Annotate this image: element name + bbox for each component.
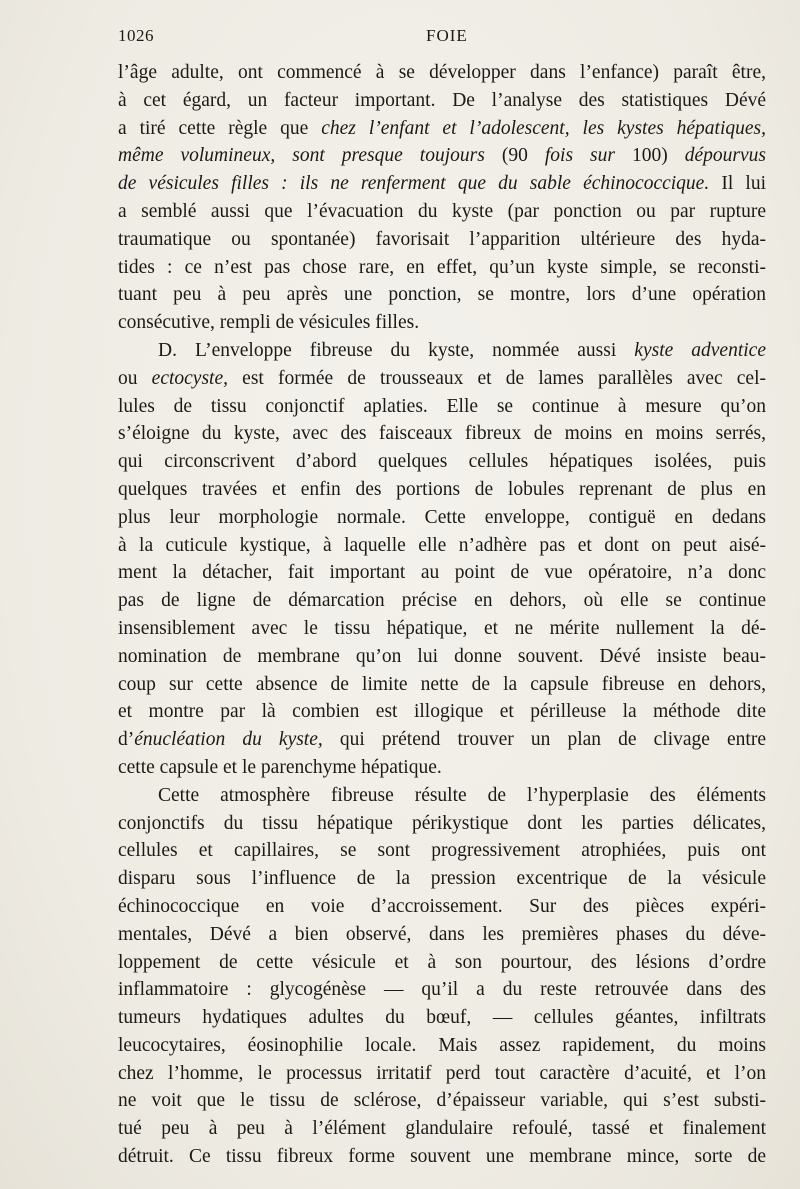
text-run: Cette atmosphère fibreuse résulte de l’hyperplasie des éléments bbox=[158, 784, 766, 806]
text-line bbox=[118, 337, 766, 365]
text-run: cette capsule et le parenchyme hépatique. bbox=[118, 756, 442, 778]
text-line bbox=[118, 810, 766, 838]
text-line bbox=[118, 615, 766, 643]
running-head: FOIE bbox=[426, 26, 468, 45]
text-line bbox=[118, 281, 766, 309]
page-number: 1026 bbox=[118, 26, 154, 45]
text-run: (90 bbox=[484, 145, 545, 167]
text-line bbox=[118, 365, 766, 393]
text-line bbox=[118, 115, 766, 143]
text-run: tué peu à peu à l’élément glandulaire refoulé, tassé et finalement bbox=[118, 1118, 766, 1140]
text-line bbox=[118, 448, 766, 476]
italic-run: de vésicules filles : ils ne renferment que du sable échinococcique. bbox=[118, 173, 710, 195]
italic-run: kyste adventice bbox=[634, 339, 766, 361]
text-line bbox=[118, 865, 766, 893]
text-line bbox=[118, 643, 766, 671]
text-line bbox=[118, 726, 766, 754]
text-run: consécutive, rempli de vésicules filles. bbox=[118, 312, 420, 334]
text-run: est formée de trousseaux et de lames parallèles avec cel- bbox=[228, 367, 766, 389]
text-run: qui circonscrivent d’abord quelques cellules hépatiques isolées, puis bbox=[118, 451, 766, 473]
text-line bbox=[118, 698, 766, 726]
text-run: ment la détacher, fait important au point de vue opératoire, n’a donc bbox=[118, 562, 766, 584]
text-run: échinococcique en voie d’accroissement. Sur des pièces expéri- bbox=[118, 895, 766, 917]
text-run: tides : ce n’est pas chose rare, en effet, qu’un kyste simple, se reconsti- bbox=[118, 256, 766, 278]
text-line bbox=[118, 254, 766, 282]
text-line bbox=[118, 504, 766, 532]
italic-run: fois sur bbox=[544, 145, 615, 167]
text-line bbox=[118, 1087, 766, 1115]
text-run: l’âge adulte, ont commencé à se développer dans l’enfance) paraît être, bbox=[118, 62, 766, 83]
text-line bbox=[118, 1115, 766, 1143]
text-run: Il lui bbox=[709, 173, 766, 195]
text-line bbox=[118, 198, 766, 226]
text-line bbox=[118, 559, 766, 587]
text-run: quelques travées et enfin des portions de lobules reprenant de plus en bbox=[118, 478, 766, 500]
text-line bbox=[118, 226, 766, 254]
text-line bbox=[118, 1004, 766, 1032]
italic-run: chez l’enfant et l’adolescent, les kystes hépatiques, bbox=[321, 117, 766, 139]
text-run: d’ bbox=[118, 729, 135, 751]
text-line bbox=[118, 59, 766, 87]
text-line bbox=[118, 671, 766, 699]
text-run: leucocytaires, éosinophilie locale. Mais assez rapidement, du moins bbox=[118, 1034, 766, 1056]
text-line bbox=[118, 142, 766, 170]
text-run: 100) bbox=[614, 145, 685, 167]
text-run: tumeurs hydatiques adultes du bœuf, — cellules géantes, infiltrats bbox=[118, 1007, 766, 1029]
text-line bbox=[118, 587, 766, 615]
text-run: tuant peu à peu après une ponction, se montre, lors d’une opération bbox=[118, 284, 766, 306]
text-run: s’éloigne du kyste, avec des faisceaux fibreux de moins en moins serrés, bbox=[118, 423, 766, 445]
text-run: cellules et capillaires, se sont progressivement atrophiées, puis ont bbox=[118, 840, 766, 862]
text-line bbox=[118, 782, 766, 810]
text-line bbox=[118, 893, 766, 921]
text-run: inflammatoire : glycogénèse — qu’il a du reste retrouvée dans des bbox=[118, 979, 766, 1001]
text-run: disparu sous l’influence de la pression excentrique de la vésicule bbox=[118, 868, 766, 890]
text-run: D. L’enveloppe fibreuse du kyste, nommée aussi bbox=[158, 339, 635, 361]
text-run: loppement de cette vésicule et à son pourtour, des lésions d’ordre bbox=[118, 951, 766, 973]
text-line bbox=[118, 170, 766, 198]
text-line bbox=[118, 921, 766, 949]
italic-run: énucléation du kyste, bbox=[134, 729, 323, 751]
text-run: à la cuticule kystique, à laquelle elle n’adhère pas et dont on peut aisé- bbox=[118, 534, 766, 556]
text-run: détruit. Ce tissu fibreux forme souvent une membrane mince, sorte de bbox=[118, 1146, 766, 1168]
text-line bbox=[118, 754, 766, 782]
text-line bbox=[118, 309, 766, 337]
text-run: insensiblement avec le tissu hépatique, et ne mérite nullement la dé- bbox=[118, 617, 766, 639]
italic-run: dépourvus bbox=[684, 145, 767, 167]
text-run: pas de ligne de démarcation précise en dehors, où elle se continue bbox=[118, 590, 766, 612]
text-run: nomination de membrane qu’on lui donne souvent. Dévé insiste beau- bbox=[118, 645, 766, 667]
text-run: à cet égard, un facteur important. De l’analyse des statistiques Dévé bbox=[118, 89, 766, 111]
text-run: qui prétend trouver un plan de clivage entre bbox=[322, 729, 766, 751]
text-run: ne voit que le tissu de sclérose, d’épaisseur variable, qui s’est substi- bbox=[118, 1090, 766, 1112]
italic-run: ectocyste, bbox=[151, 367, 228, 389]
text-line bbox=[118, 476, 766, 504]
text-run: a tiré cette règle que bbox=[118, 117, 322, 139]
text-line bbox=[118, 1143, 766, 1171]
text-line bbox=[118, 976, 766, 1004]
text-run: mentales, Dévé a bien observé, dans les premières phases du déve- bbox=[118, 923, 766, 945]
text-run: chez l’homme, le processus irritatif perd tout caractère d’acuité, et l’on bbox=[118, 1062, 766, 1084]
text-line bbox=[118, 393, 766, 421]
text-line bbox=[118, 837, 766, 865]
text-line bbox=[118, 532, 766, 560]
text-line bbox=[118, 87, 766, 115]
italic-run: même volumineux, sont presque toujours bbox=[118, 145, 485, 167]
text-line bbox=[118, 1032, 766, 1060]
text-run: traumatique ou spontanée) favorisait l’apparition ultérieure des hyda- bbox=[118, 228, 766, 250]
page-header bbox=[118, 26, 772, 50]
text-run: coup sur cette absence de limite nette de la capsule fibreuse en dehors, bbox=[118, 673, 766, 695]
text-line bbox=[118, 420, 766, 448]
text-run: et montre par là combien est illogique et périlleuse la méthode dite bbox=[118, 701, 766, 723]
text-line bbox=[118, 1060, 766, 1088]
text-run: a semblé aussi que l’évacuation du kyste (par ponction ou par rupture bbox=[118, 200, 766, 222]
text-run: plus leur morphologie normale. Cette enveloppe, contiguë en dedans bbox=[118, 506, 766, 528]
text-run: lules de tissu conjonctif aplaties. Elle se continue à mesure qu’on bbox=[118, 395, 766, 417]
body-text bbox=[118, 59, 766, 1171]
text-run: conjonctifs du tissu hépatique périkystique dont les parties délicates, bbox=[118, 812, 766, 834]
text-run: ou bbox=[118, 367, 152, 389]
text-line bbox=[118, 949, 766, 977]
